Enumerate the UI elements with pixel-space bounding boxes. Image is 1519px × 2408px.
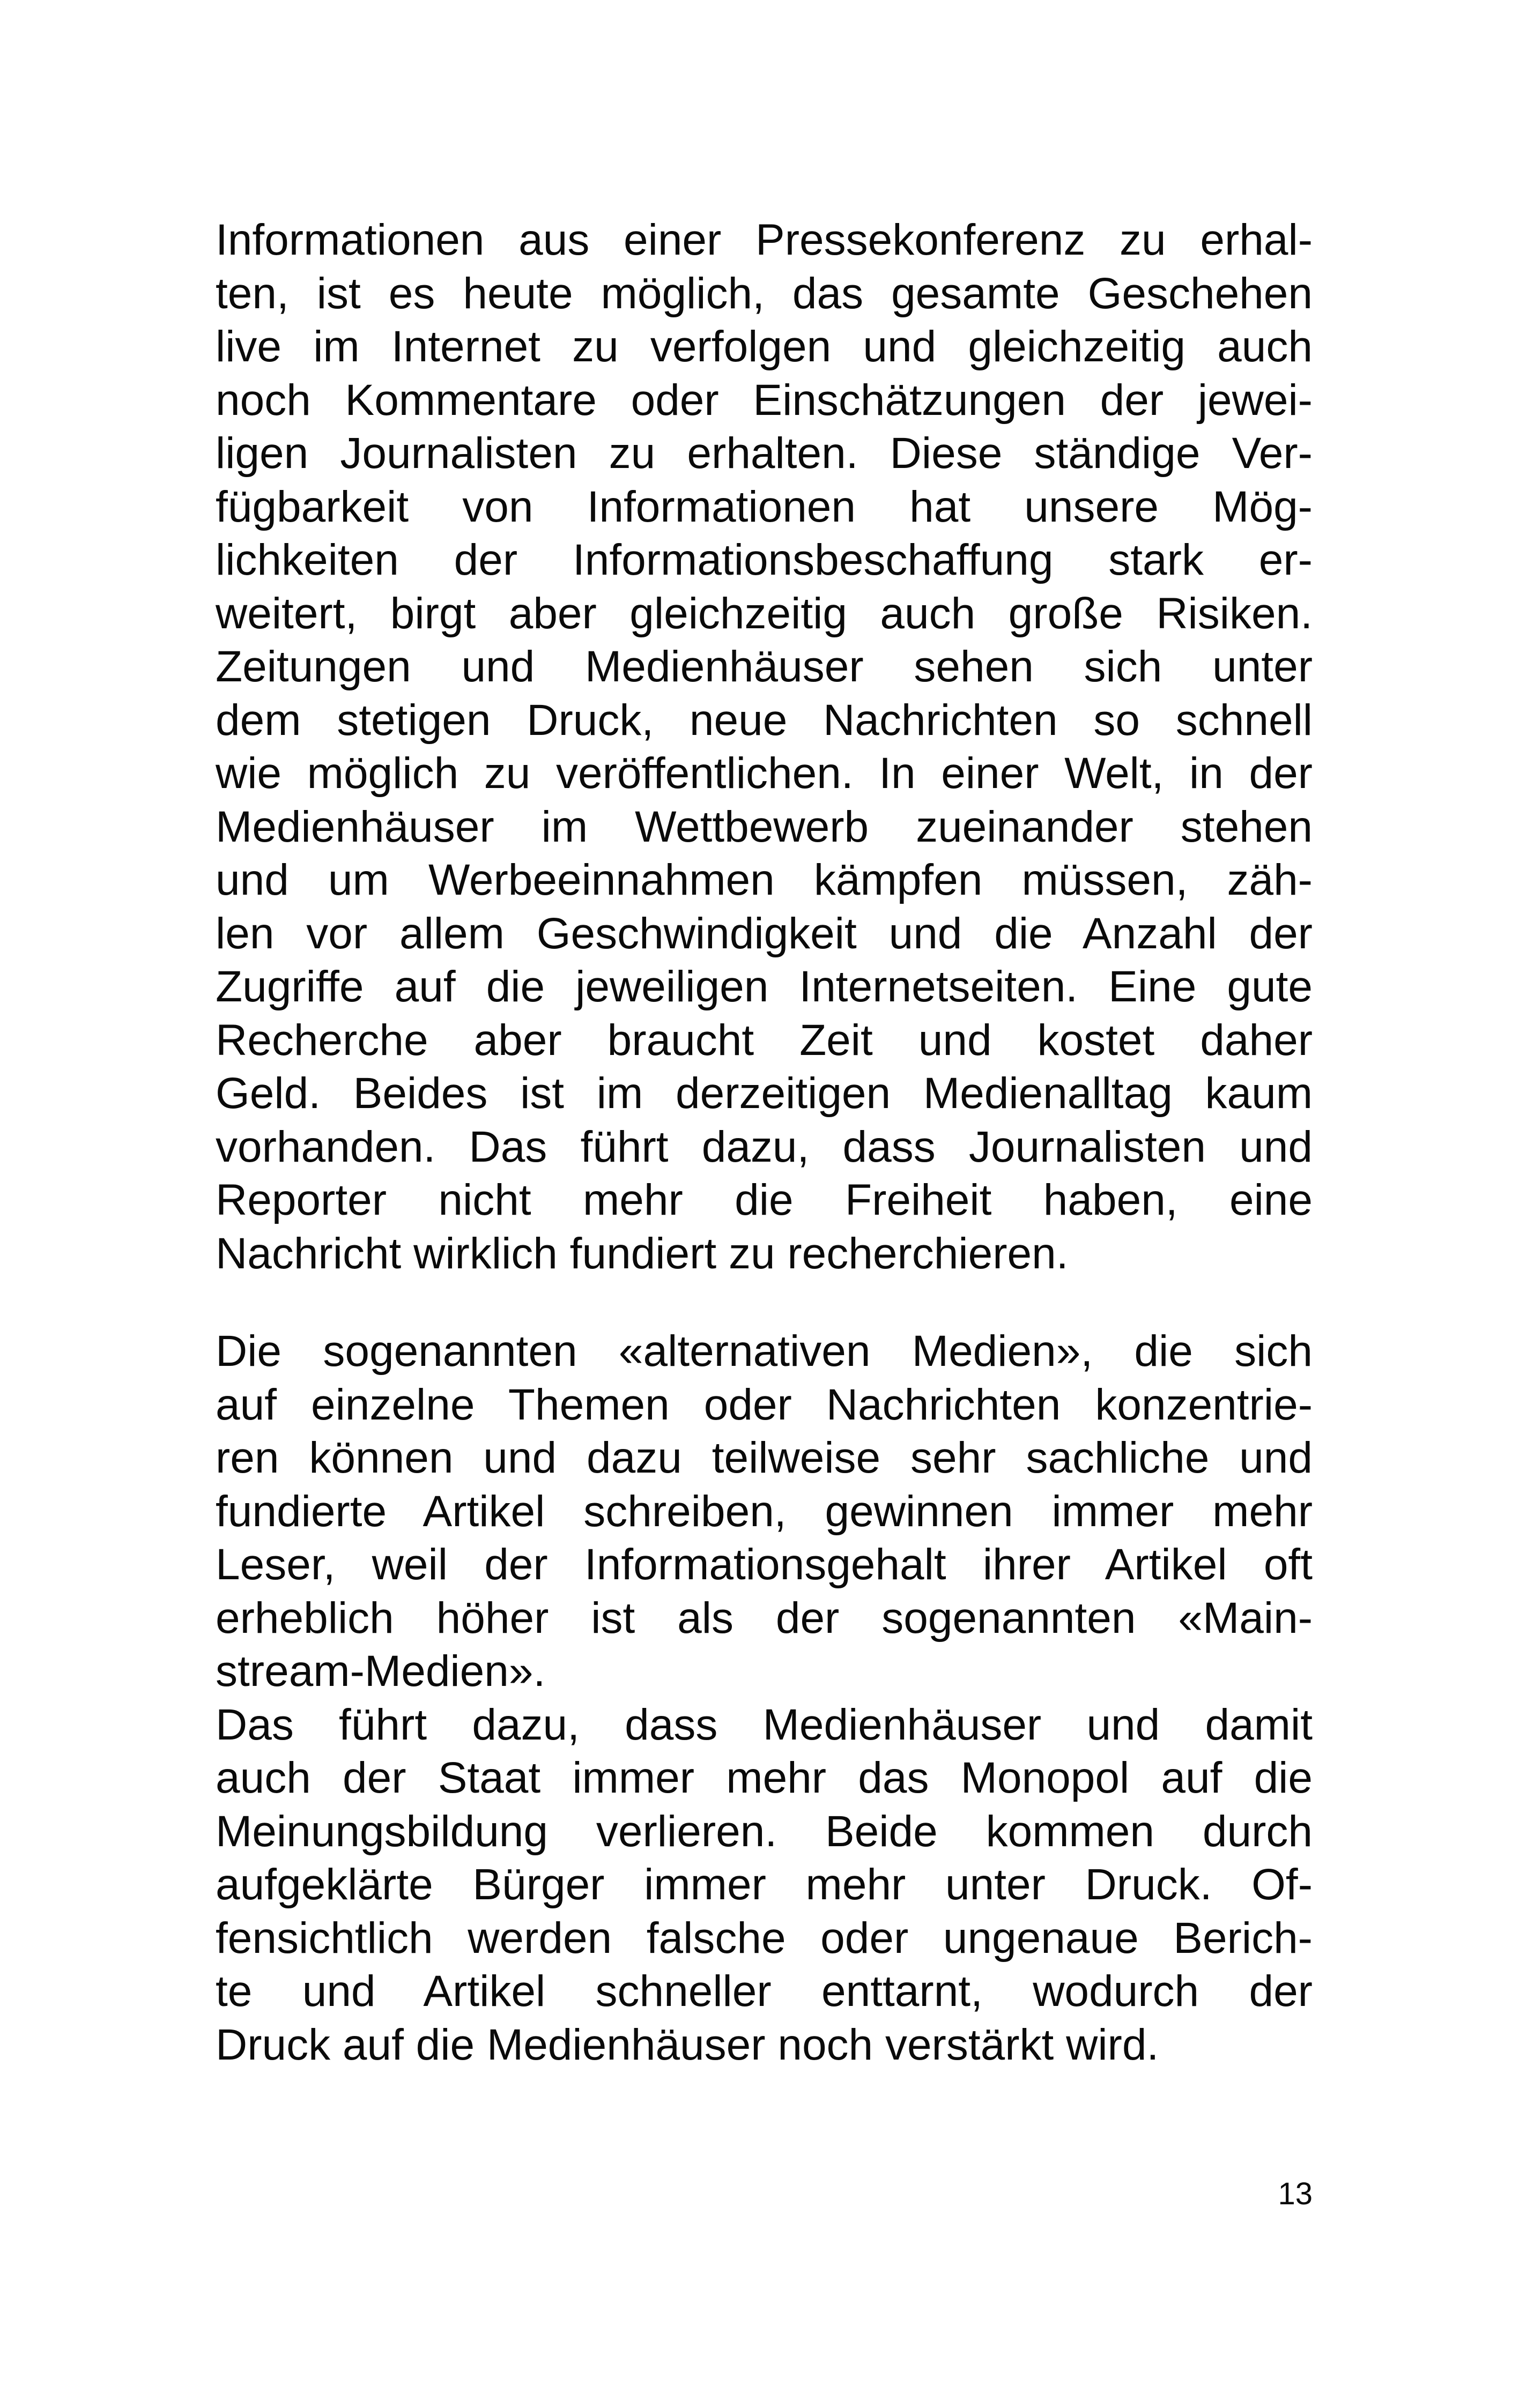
paragraph-alternative-media: [216, 1325, 1313, 2071]
text-line: vorhanden. Das führt dazu, dass Journalisten und: [216, 1122, 1313, 1171]
text-line: Recherche aber braucht Zeit und kostet daher: [216, 1015, 1313, 1065]
text-line: Geld. Beides ist im derzeitigen Medienalltag kaum: [216, 1069, 1313, 1118]
text-line: fügbarkeit von Informationen hat unsere Mög-: [216, 482, 1313, 531]
text-line: stream-Medien».: [216, 1647, 546, 1696]
text-line: ligen Journalisten zu erhalten. Diese ständige Ver-: [216, 429, 1313, 478]
text-line: aufgeklärte Bürger immer mehr unter Druck. Of-: [216, 1860, 1313, 1909]
page-number: 13: [1278, 2176, 1313, 2211]
text-line: Nachricht wirklich fundiert zu recherchieren.: [216, 1229, 1069, 1278]
text-line: Meinungsbildung verlieren. Beide kommen durch: [216, 1807, 1313, 1856]
text-line: und um Werbeeinnahmen kämpfen müssen, zäh-: [216, 856, 1313, 904]
text-line: live im Internet zu verfolgen und gleichzeitig auch: [216, 322, 1313, 371]
text-line: Das führt dazu, dass Medienhäuser und damit: [216, 1700, 1313, 1749]
text-line: Zugriffe auf die jeweiligen Internetseiten. Eine gute: [216, 962, 1313, 1011]
text-line: auf einzelne Themen oder Nachrichten konzentrie-: [216, 1380, 1313, 1429]
text-line: fundierte Artikel schreiben, gewinnen immer mehr: [216, 1487, 1313, 1536]
text-line: Leser, weil der Informationsgehalt ihrer Artikel oft: [216, 1540, 1313, 1589]
text-line: fensichtlich werden falsche oder ungenaue Berich-: [216, 1913, 1313, 1963]
text-line: Die sogenannten «alternativen Medien», die sich: [216, 1327, 1313, 1376]
text-line: te und Artikel schneller enttarnt, wodurch der: [216, 1967, 1313, 2016]
paragraph-media-speed: [216, 213, 1313, 1280]
text-line: weitert, birgt aber gleichzeitig auch große Risiken.: [216, 589, 1313, 638]
text-line: auch der Staat immer mehr das Monopol auf die: [216, 1753, 1313, 1802]
text-line: lichkeiten der Informationsbeschaffung stark er-: [216, 536, 1313, 584]
text-line: dem stetigen Druck, neue Nachrichten so schnell: [216, 695, 1313, 745]
text-line: noch Kommentare oder Einschätzungen der jewei-: [216, 375, 1313, 425]
text-line: Druck auf die Medienhäuser noch verstärkt wird.: [216, 2020, 1159, 2069]
text-line: erheblich höher ist als der sogenannten «Main-: [216, 1593, 1313, 1643]
text-line: ten, ist es heute möglich, das gesamte Geschehen: [216, 269, 1313, 318]
text-line: Medienhäuser im Wettbewerb zueinander stehen: [216, 802, 1313, 851]
text-line: wie möglich zu veröffentlichen. In einer Welt, in der: [216, 749, 1313, 798]
text-line: Informationen aus einer Pressekonferenz zu erhal-: [216, 215, 1313, 264]
text-line: ren können und dazu teilweise sehr sachliche und: [216, 1433, 1313, 1482]
text-line: Reporter nicht mehr die Freiheit haben, eine: [216, 1176, 1313, 1224]
text-line: len vor allem Geschwindigkeit und die Anzahl der: [216, 909, 1313, 958]
text-line: Zeitungen und Medienhäuser sehen sich unter: [216, 642, 1313, 691]
